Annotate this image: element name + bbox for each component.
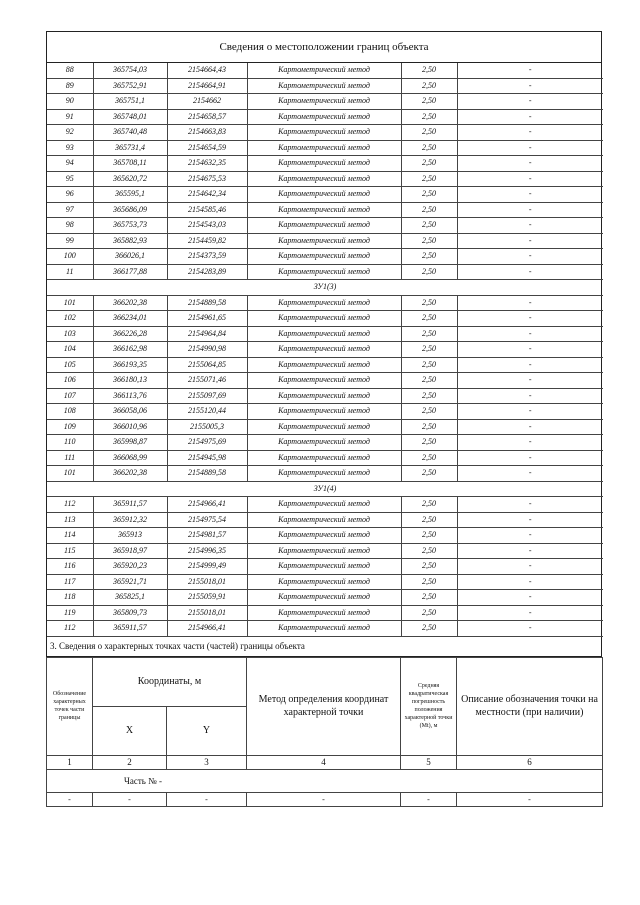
method-cell: Картометрический метод [247, 171, 401, 187]
coord-y: 2154990,98 [167, 342, 247, 358]
description-cell: - [457, 419, 603, 435]
coord-y: 2155059,91 [167, 590, 247, 606]
coord-y: 2154632,35 [167, 156, 247, 172]
description-cell: - [457, 450, 603, 466]
description-cell: - [457, 171, 603, 187]
accuracy-cell: 2,50 [401, 264, 457, 280]
table-row [47, 156, 603, 172]
coord-x: 365911,57 [93, 497, 167, 513]
table-row [47, 512, 603, 528]
coord-x: 366202,38 [93, 466, 167, 482]
coord-x: 365740,48 [93, 125, 167, 141]
table-row [47, 63, 603, 78]
description-cell: - [457, 125, 603, 141]
accuracy-cell: 2,50 [401, 435, 457, 451]
description-cell: - [457, 373, 603, 389]
method-cell: Картометрический метод [247, 590, 401, 606]
coord-y: 2155018,01 [167, 605, 247, 621]
coord-y: 2154966,41 [167, 621, 247, 637]
accuracy-cell: 2,50 [401, 125, 457, 141]
empty-cell: - [47, 792, 93, 806]
empty-data-row [47, 792, 603, 806]
description-cell: - [457, 574, 603, 590]
point-number: 114 [47, 528, 93, 544]
boundary-table-frame [46, 31, 602, 637]
coord-x: 366058,06 [93, 404, 167, 420]
point-number: 111 [47, 450, 93, 466]
point-number: 98 [47, 218, 93, 234]
point-number: 112 [47, 497, 93, 513]
coord-x: 366068,99 [93, 450, 167, 466]
table-row [47, 621, 603, 637]
table-row [47, 450, 603, 466]
table-row [47, 528, 603, 544]
description-cell: - [457, 590, 603, 606]
point-number: 90 [47, 94, 93, 110]
accuracy-cell: 2,50 [401, 249, 457, 265]
coord-y: 2154975,54 [167, 512, 247, 528]
coordinates-table-body [47, 63, 603, 636]
section-3-title: 3. Сведения о характерных точках части (частей) границы объекта [46, 637, 602, 657]
coordinates-table [47, 63, 603, 637]
coord-x: 365731,4 [93, 140, 167, 156]
group-header-row [47, 280, 603, 296]
description-cell: - [457, 605, 603, 621]
method-cell: Картометрический метод [247, 63, 401, 78]
method-cell: Картометрический метод [247, 264, 401, 280]
point-number: 118 [47, 590, 93, 606]
accuracy-cell: 2,50 [401, 357, 457, 373]
coord-x: 366113,76 [93, 388, 167, 404]
table-row [47, 388, 603, 404]
method-cell: Картометрический метод [247, 543, 401, 559]
description-cell: - [457, 342, 603, 358]
column-number: 6 [457, 755, 603, 769]
accuracy-cell: 2,50 [401, 559, 457, 575]
table-row [47, 249, 603, 265]
header-description: Описание обозначения точки на местности (при наличии) [457, 657, 603, 755]
coord-x: 365911,57 [93, 621, 167, 637]
point-number: 93 [47, 140, 93, 156]
method-cell: Картометрический метод [247, 419, 401, 435]
header-accuracy: Средняя квадратическая погрешность положения характерной точки (Mt), м [401, 657, 457, 755]
coord-y: 2154654,59 [167, 140, 247, 156]
description-cell: - [457, 249, 603, 265]
empty-cell: - [93, 792, 167, 806]
coord-y: 2154975,69 [167, 435, 247, 451]
table-row [47, 419, 603, 435]
coord-x: 365912,32 [93, 512, 167, 528]
accuracy-cell: 2,50 [401, 78, 457, 94]
table-row [47, 373, 603, 389]
header-y: Y [167, 706, 247, 755]
empty-cell: - [457, 792, 603, 806]
method-cell: Картометрический метод [247, 187, 401, 203]
table-row [47, 140, 603, 156]
table-row [47, 311, 603, 327]
coord-x: 366177,88 [93, 264, 167, 280]
coord-x: 365708,11 [93, 156, 167, 172]
coord-y: 2154964,84 [167, 326, 247, 342]
method-cell: Картометрический метод [247, 497, 401, 513]
coord-y: 2154373,59 [167, 249, 247, 265]
table-row [47, 574, 603, 590]
point-number: 89 [47, 78, 93, 94]
point-number: 91 [47, 109, 93, 125]
coord-x: 365752,91 [93, 78, 167, 94]
table-row [47, 125, 603, 141]
accuracy-cell: 2,50 [401, 497, 457, 513]
method-cell: Картометрический метод [247, 621, 401, 637]
accuracy-cell: 2,50 [401, 388, 457, 404]
table-row [47, 78, 603, 94]
accuracy-cell: 2,50 [401, 528, 457, 544]
coord-y: 2154543,03 [167, 218, 247, 234]
coord-y: 2154664,43 [167, 63, 247, 78]
header-coordinates: Координаты, м [93, 657, 247, 706]
description-cell: - [457, 497, 603, 513]
method-cell: Картометрический метод [247, 78, 401, 94]
description-cell: - [457, 466, 603, 482]
table-row [47, 404, 603, 420]
description-cell: - [457, 264, 603, 280]
accuracy-cell: 2,50 [401, 590, 457, 606]
coord-y: 2154945,98 [167, 450, 247, 466]
method-cell: Картометрический метод [247, 326, 401, 342]
method-cell: Картометрический метод [247, 94, 401, 110]
description-cell: - [457, 404, 603, 420]
column-number-row [47, 755, 603, 769]
accuracy-cell: 2,50 [401, 63, 457, 78]
coord-y: 2154996,35 [167, 543, 247, 559]
table-row [47, 326, 603, 342]
table-row [47, 171, 603, 187]
coord-x: 365921,71 [93, 574, 167, 590]
method-cell: Картометрический метод [247, 233, 401, 249]
accuracy-cell: 2,50 [401, 543, 457, 559]
description-cell: - [457, 326, 603, 342]
coord-x: 365882,93 [93, 233, 167, 249]
point-number: 102 [47, 311, 93, 327]
point-number: 97 [47, 202, 93, 218]
method-cell: Картометрический метод [247, 295, 401, 311]
accuracy-cell: 2,50 [401, 342, 457, 358]
header-point-designation: Обозначение характерных точек части границы [47, 657, 93, 755]
point-number: 100 [47, 249, 93, 265]
description-cell: - [457, 357, 603, 373]
method-cell: Картометрический метод [247, 388, 401, 404]
method-cell: Картометрический метод [247, 218, 401, 234]
method-cell: Картометрический метод [247, 125, 401, 141]
column-number: 4 [247, 755, 401, 769]
coord-y: 2155071,46 [167, 373, 247, 389]
coord-x: 365620,72 [93, 171, 167, 187]
column-number: 2 [93, 755, 167, 769]
coord-y: 2155064,85 [167, 357, 247, 373]
coord-x: 365920,23 [93, 559, 167, 575]
description-cell: - [457, 218, 603, 234]
coord-x: 365751,1 [93, 94, 167, 110]
point-number: 88 [47, 63, 93, 78]
table-row [47, 543, 603, 559]
point-number: 108 [47, 404, 93, 420]
coord-x: 366010,96 [93, 419, 167, 435]
point-number: 94 [47, 156, 93, 172]
description-cell: - [457, 233, 603, 249]
method-cell: Картометрический метод [247, 202, 401, 218]
accuracy-cell: 2,50 [401, 621, 457, 637]
coord-x: 366202,38 [93, 295, 167, 311]
accuracy-cell: 2,50 [401, 171, 457, 187]
method-cell: Картометрический метод [247, 140, 401, 156]
description-cell: - [457, 187, 603, 203]
description-cell: - [457, 140, 603, 156]
point-number: 117 [47, 574, 93, 590]
part-number-label: Часть № - [47, 769, 603, 792]
coord-x: 365754,03 [93, 63, 167, 78]
column-number: 3 [167, 755, 247, 769]
description-cell: - [457, 528, 603, 544]
point-number: 101 [47, 295, 93, 311]
empty-cell: - [247, 792, 401, 806]
point-number: 96 [47, 187, 93, 203]
accuracy-cell: 2,50 [401, 419, 457, 435]
accuracy-cell: 2,50 [401, 450, 457, 466]
table-row [47, 109, 603, 125]
coord-y: 2154961,65 [167, 311, 247, 327]
table-row [47, 466, 603, 482]
coord-y: 2154662 [167, 94, 247, 110]
accuracy-cell: 2,50 [401, 512, 457, 528]
coord-y: 2154889,58 [167, 295, 247, 311]
coord-x: 365918,97 [93, 543, 167, 559]
table-row [47, 559, 603, 575]
coord-x: 365753,73 [93, 218, 167, 234]
accuracy-cell: 2,50 [401, 326, 457, 342]
description-cell: - [457, 621, 603, 637]
accuracy-cell: 2,50 [401, 94, 457, 110]
method-cell: Картометрический метод [247, 357, 401, 373]
empty-cell: - [401, 792, 457, 806]
coord-y: 2154459,82 [167, 233, 247, 249]
point-number: 107 [47, 388, 93, 404]
accuracy-cell: 2,50 [401, 295, 457, 311]
method-cell: Картометрический метод [247, 109, 401, 125]
description-cell: - [457, 109, 603, 125]
coord-y: 2154658,57 [167, 109, 247, 125]
accuracy-cell: 2,50 [401, 140, 457, 156]
point-number: 113 [47, 512, 93, 528]
method-cell: Картометрический метод [247, 435, 401, 451]
coord-y: 2154663,83 [167, 125, 247, 141]
coord-y: 2155120,44 [167, 404, 247, 420]
table-row [47, 202, 603, 218]
description-cell: - [457, 311, 603, 327]
point-number: 116 [47, 559, 93, 575]
description-cell: - [457, 435, 603, 451]
accuracy-cell: 2,50 [401, 574, 457, 590]
table-row [47, 497, 603, 513]
point-number: 95 [47, 171, 93, 187]
coord-x: 365686,09 [93, 202, 167, 218]
group-label: ЗУ1(3) [47, 280, 603, 296]
description-cell: - [457, 156, 603, 172]
method-cell: Картометрический метод [247, 156, 401, 172]
method-cell: Картометрический метод [247, 373, 401, 389]
accuracy-cell: 2,50 [401, 404, 457, 420]
method-cell: Картометрический метод [247, 249, 401, 265]
accuracy-cell: 2,50 [401, 202, 457, 218]
coord-x: 365998,87 [93, 435, 167, 451]
table-row [47, 342, 603, 358]
empty-cell: - [167, 792, 247, 806]
point-number: 101 [47, 466, 93, 482]
coord-y: 2154664,91 [167, 78, 247, 94]
coord-y: 2154675,53 [167, 171, 247, 187]
coord-y: 2154966,41 [167, 497, 247, 513]
point-number: 109 [47, 419, 93, 435]
point-number: 11 [47, 264, 93, 280]
group-label: ЗУ1(4) [47, 481, 603, 497]
description-cell: - [457, 63, 603, 78]
description-cell: - [457, 295, 603, 311]
table-row [47, 233, 603, 249]
description-cell: - [457, 78, 603, 94]
method-cell: Картометрический метод [247, 528, 401, 544]
accuracy-cell: 2,50 [401, 605, 457, 621]
coord-x: 365825,1 [93, 590, 167, 606]
accuracy-cell: 2,50 [401, 187, 457, 203]
point-number: 115 [47, 543, 93, 559]
header-method: Метод определения координат характерной точки [247, 657, 401, 755]
point-number: 103 [47, 326, 93, 342]
table-row [47, 295, 603, 311]
description-cell: - [457, 202, 603, 218]
coord-x: 366180,13 [93, 373, 167, 389]
table-row [47, 264, 603, 280]
column-number: 1 [47, 755, 93, 769]
coord-x: 366226,28 [93, 326, 167, 342]
table-row [47, 590, 603, 606]
accuracy-cell: 2,50 [401, 373, 457, 389]
coord-y: 2154642,34 [167, 187, 247, 203]
table-row [47, 605, 603, 621]
method-cell: Картометрический метод [247, 559, 401, 575]
point-number: 106 [47, 373, 93, 389]
coord-y: 2155018,01 [167, 574, 247, 590]
point-number: 110 [47, 435, 93, 451]
coord-y: 2154889,58 [167, 466, 247, 482]
coord-y: 2154999,49 [167, 559, 247, 575]
coord-x: 366162,98 [93, 342, 167, 358]
coord-x: 366234,01 [93, 311, 167, 327]
description-cell: - [457, 512, 603, 528]
coord-x: 366193,35 [93, 357, 167, 373]
table-row [47, 218, 603, 234]
part-row [47, 769, 603, 792]
header-x: X [93, 706, 167, 755]
method-cell: Картометрический метод [247, 512, 401, 528]
accuracy-cell: 2,50 [401, 109, 457, 125]
accuracy-cell: 2,50 [401, 156, 457, 172]
description-cell: - [457, 559, 603, 575]
coord-y: 2154981,57 [167, 528, 247, 544]
description-cell: - [457, 94, 603, 110]
coord-x: 365595,1 [93, 187, 167, 203]
coord-y: 2154585,46 [167, 202, 247, 218]
column-number: 5 [401, 755, 457, 769]
accuracy-cell: 2,50 [401, 233, 457, 249]
part-points-table [46, 657, 603, 807]
coord-x: 365913 [93, 528, 167, 544]
coord-x: 365748,01 [93, 109, 167, 125]
point-number: 119 [47, 605, 93, 621]
method-cell: Картометрический метод [247, 342, 401, 358]
document-page [46, 31, 602, 807]
method-cell: Картометрический метод [247, 605, 401, 621]
description-cell: - [457, 388, 603, 404]
point-number: 105 [47, 357, 93, 373]
description-cell: - [457, 543, 603, 559]
method-cell: Картометрический метод [247, 466, 401, 482]
table-row [47, 187, 603, 203]
coord-y: 2155005,3 [167, 419, 247, 435]
point-number: 92 [47, 125, 93, 141]
point-number: 99 [47, 233, 93, 249]
method-cell: Картометрический метод [247, 450, 401, 466]
accuracy-cell: 2,50 [401, 466, 457, 482]
table-row [47, 435, 603, 451]
coord-x: 365809,73 [93, 605, 167, 621]
coord-y: 2154283,89 [167, 264, 247, 280]
coord-x: 366026,1 [93, 249, 167, 265]
table-row [47, 94, 603, 110]
table-row [47, 357, 603, 373]
group-header-row [47, 481, 603, 497]
coord-y: 2155097,69 [167, 388, 247, 404]
method-cell: Картометрический метод [247, 404, 401, 420]
accuracy-cell: 2,50 [401, 311, 457, 327]
method-cell: Картометрический метод [247, 574, 401, 590]
table-title: Сведения о местоположении границ объекта [47, 32, 601, 63]
method-cell: Картометрический метод [247, 311, 401, 327]
accuracy-cell: 2,50 [401, 218, 457, 234]
point-number: 112 [47, 621, 93, 637]
point-number: 104 [47, 342, 93, 358]
